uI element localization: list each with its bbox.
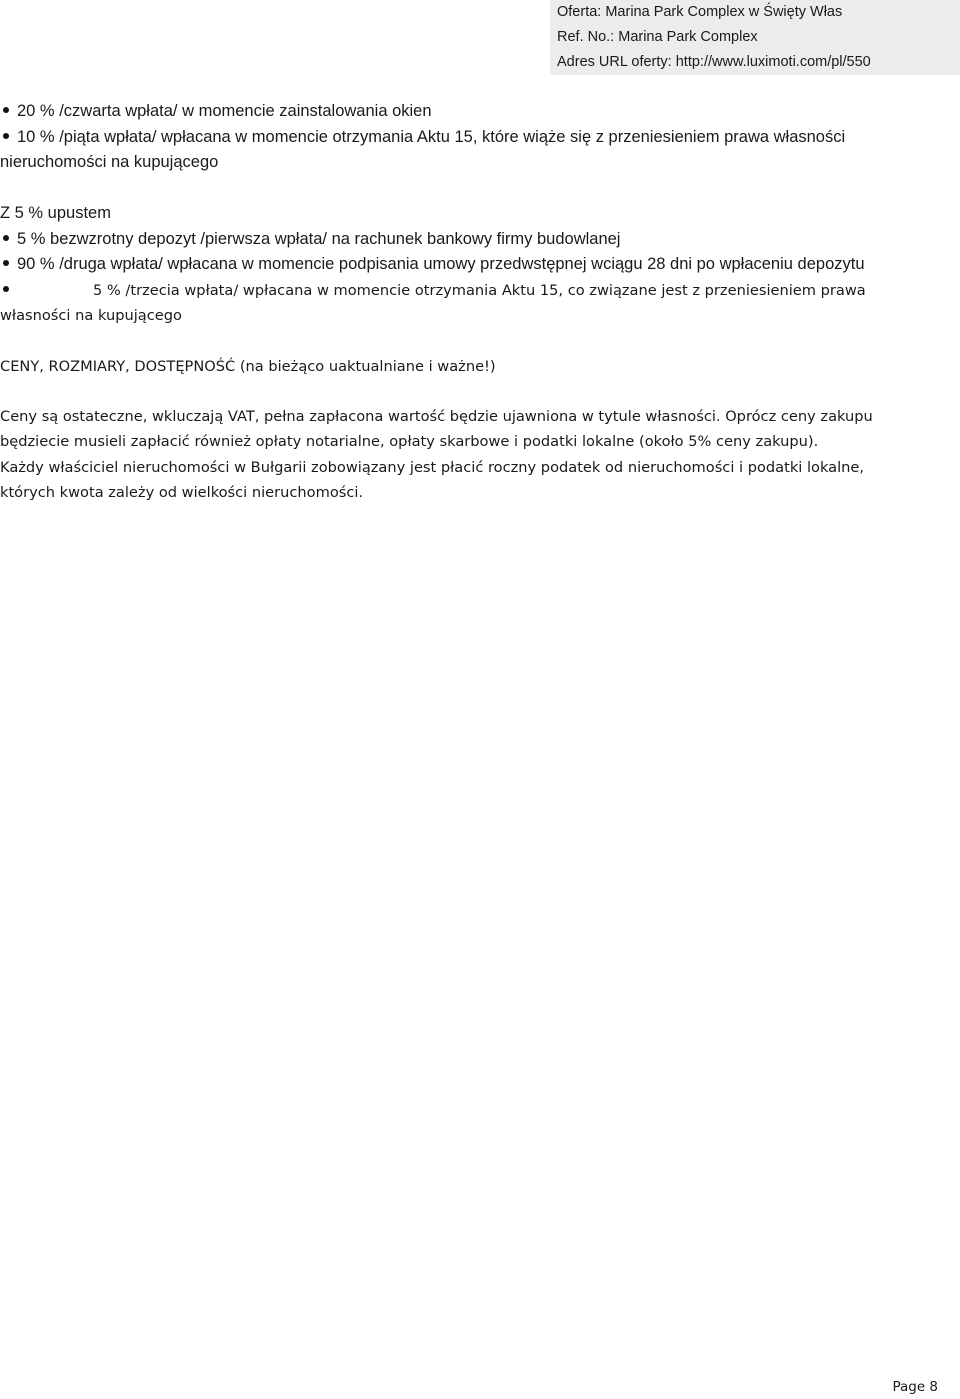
bullet-icon [3, 260, 9, 266]
payment-item [0, 252, 955, 277]
discount-heading: Z 5 % upustem [0, 204, 111, 222]
payment-item-text: 5 % bezwzrotny depozyt /pierwsza wpłata/ na rachunek bankowy firmy budowlanej [17, 230, 621, 248]
offer-reference: Ref. No.: Marina Park Complex [557, 29, 758, 45]
bullet-icon [3, 235, 9, 241]
payment-item-text: 10 % /piąta wpłata/ wpłacana w momencie otrzymania Aktu 15, które wiąże się z przeniesieniem prawa własności [17, 128, 846, 146]
payment-item-continuation: nieruchomości na kupującego [0, 153, 219, 171]
prices-paragraph-line: Każdy właściciel nieruchomości w Bułgarii zobowiązany jest płacić roczny podatek od nieruchomości i podatki lokalne, [0, 459, 865, 476]
page-number: Page 8 [892, 1379, 938, 1395]
prices-paragraph-line: których kwota zależy od wielkości nieruchomości. [0, 484, 364, 501]
payment-item [0, 227, 955, 252]
offer-title: Oferta: Marina Park Complex w Święty Włas [557, 4, 843, 20]
payment-item-continuation: własności na kupującego [0, 307, 182, 324]
payment-item [0, 99, 955, 124]
payment-item [0, 278, 866, 303]
payment-item [0, 125, 955, 150]
bullet-icon [3, 133, 9, 139]
bullet-icon [3, 286, 9, 292]
bullet-icon [3, 107, 9, 113]
payment-item-text: 20 % /czwarta wpłata/ w momencie zainstalowania okien [17, 102, 432, 120]
prices-paragraph-line: Ceny są ostateczne, wkluczają VAT, pełna zapłacona wartość będzie ujawniona w tytule własności. Oprócz ceny zakupu [0, 408, 873, 425]
prices-paragraph-line: będziecie musieli zapłacić również opłaty notarialne, opłaty skarbowe i podatki lokalne (około 5% ceny zakupu). [0, 433, 819, 450]
offer-url[interactable]: Adres URL oferty: http://www.luximoti.com/pl/550 [557, 54, 871, 70]
prices-heading: CENY, ROZMIARY, DOSTĘPNOŚĆ (na bieżąco uaktualniane i ważne!) [0, 358, 496, 375]
payment-item-text: 5 % /trzecia wpłata/ wpłacana w momencie otrzymania Aktu 15, co związane jest z przeniesieniem prawa [93, 282, 866, 299]
payment-item-text: 90 % /druga wpłata/ wpłacana w momencie podpisania umowy przedwstępnej wciągu 28 dni po wpłaceniu depozytu [17, 255, 865, 273]
